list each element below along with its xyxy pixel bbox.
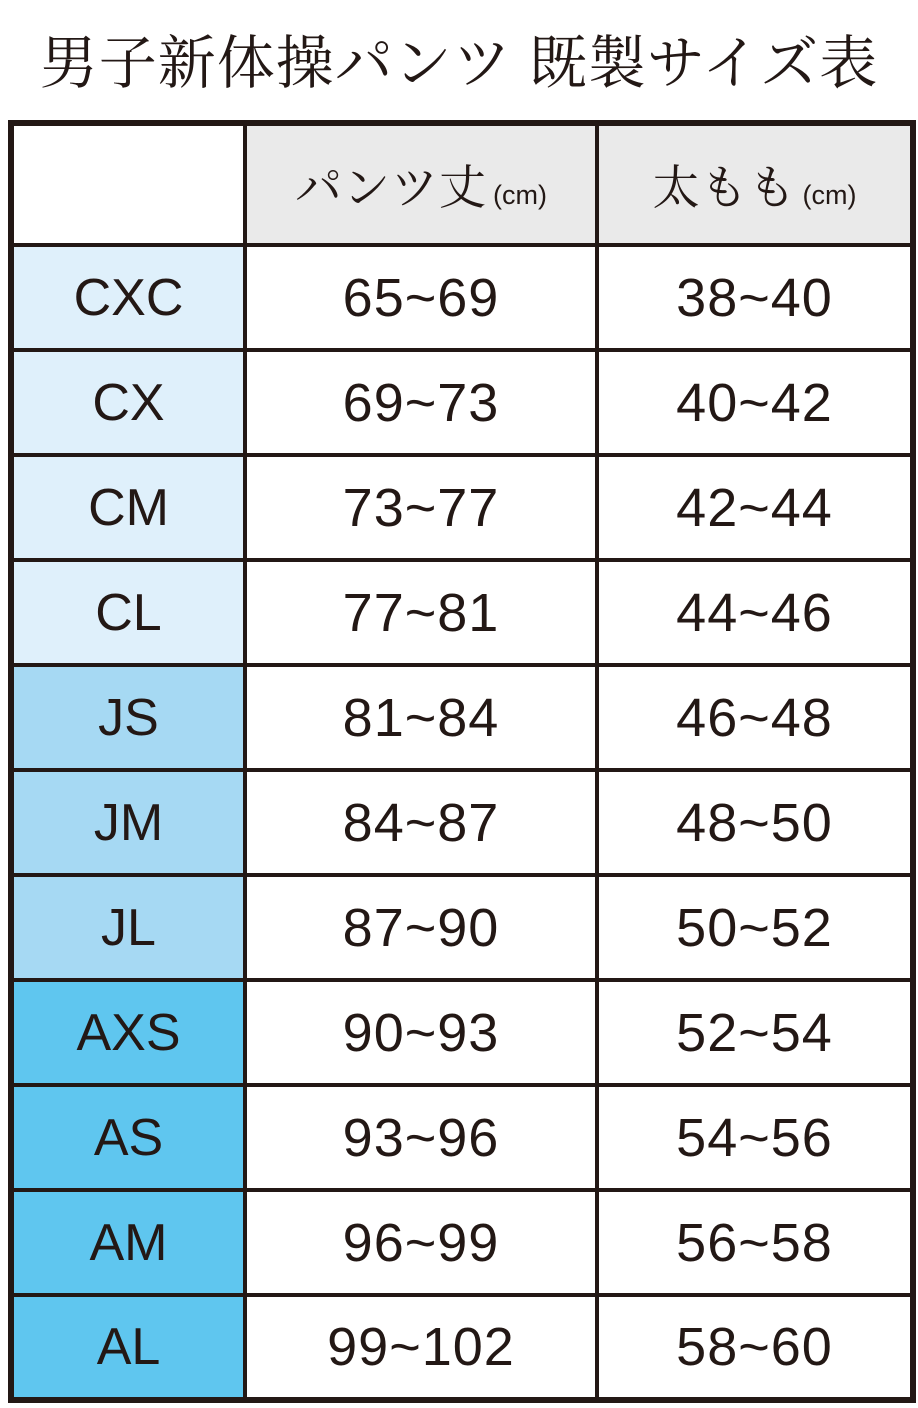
size-label-cell: JM: [11, 770, 245, 875]
size-label-cell: AM: [11, 1190, 245, 1295]
pants-length-cell: 69~73: [245, 350, 597, 455]
table-row: [11, 770, 913, 875]
pants-length-cell: 73~77: [245, 455, 597, 560]
size-label-cell: CXC: [11, 245, 245, 350]
thigh-cell: 56~58: [597, 1190, 913, 1295]
header-pants-length-unit: (cm): [493, 180, 547, 210]
size-label-cell: JS: [11, 665, 245, 770]
thigh-cell: 46~48: [597, 665, 913, 770]
thigh-cell: 58~60: [597, 1295, 913, 1400]
thigh-cell: 38~40: [597, 245, 913, 350]
table-row: [11, 245, 913, 350]
page-title: 男子新体操パンツ 既製サイズ表: [39, 31, 879, 96]
pants-length-cell: 77~81: [245, 560, 597, 665]
size-label-cell: JL: [11, 875, 245, 980]
pants-length-cell: 99~102: [245, 1295, 597, 1400]
size-label-cell: CX: [11, 350, 245, 455]
table-body: [11, 245, 913, 1400]
table-row: [11, 875, 913, 980]
table-header: [11, 123, 913, 245]
pants-length-cell: 93~96: [245, 1085, 597, 1190]
pants-length-cell: 96~99: [245, 1190, 597, 1295]
thigh-cell: 48~50: [597, 770, 913, 875]
table-row: [11, 980, 913, 1085]
thigh-cell: 40~42: [597, 350, 913, 455]
pants-length-cell: 65~69: [245, 245, 597, 350]
table-row: [11, 1295, 913, 1400]
size-table: [8, 120, 916, 1403]
table-row: [11, 1085, 913, 1190]
header-size-blank-cell: [11, 123, 245, 245]
thigh-cell: 42~44: [597, 455, 913, 560]
header-row: [11, 123, 913, 245]
table-row: [11, 455, 913, 560]
thigh-cell: 50~52: [597, 875, 913, 980]
table-row: [11, 560, 913, 665]
pants-length-cell: 90~93: [245, 980, 597, 1085]
pants-length-cell: 81~84: [245, 665, 597, 770]
thigh-cell: 52~54: [597, 980, 913, 1085]
header-thigh-cell: [597, 123, 913, 245]
size-label-cell: CM: [11, 455, 245, 560]
header-thigh-unit: (cm): [802, 180, 857, 210]
pants-length-cell: 87~90: [245, 875, 597, 980]
size-label-cell: AL: [11, 1295, 245, 1400]
size-label-cell: AS: [11, 1085, 245, 1190]
table-row: [11, 1190, 913, 1295]
thigh-cell: 44~46: [597, 560, 913, 665]
header-thigh-label: 太もも: [652, 161, 797, 214]
table-row: [11, 665, 913, 770]
header-pants-length-label: パンツ丈: [295, 161, 487, 214]
size-label-cell: CL: [11, 560, 245, 665]
pants-length-cell: 84~87: [245, 770, 597, 875]
table-row: [11, 350, 913, 455]
header-pants-length-cell: [245, 123, 597, 245]
size-label-cell: AXS: [11, 980, 245, 1085]
thigh-cell: 54~56: [597, 1085, 913, 1190]
